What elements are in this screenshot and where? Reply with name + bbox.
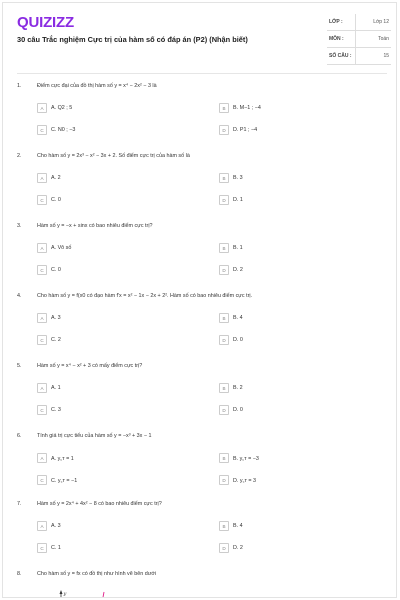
option-letter: B bbox=[219, 243, 229, 253]
y-axis-label: y bbox=[63, 591, 67, 597]
option-letter: A bbox=[37, 521, 47, 531]
option-text: B. 3 bbox=[233, 175, 243, 181]
option-text: A. Q2 ; 5 bbox=[51, 105, 73, 111]
option-text: B. y꜀ᴛ = −3 bbox=[233, 456, 259, 462]
option-text: C. 2 bbox=[51, 337, 61, 343]
question-2 bbox=[17, 153, 387, 203]
option-d[interactable] bbox=[219, 475, 256, 485]
question-5 bbox=[17, 363, 387, 413]
option-text: D. P1 ; −4 bbox=[233, 127, 258, 133]
worksheet-title: 30 câu Trắc nghiệm Cực trị của hàm số có đáp án (P2) (Nhận biết) bbox=[17, 35, 248, 44]
question-number: 7. bbox=[17, 501, 22, 507]
option-text: B. 4 bbox=[233, 523, 243, 529]
info-row-class bbox=[327, 14, 391, 31]
option-letter: B bbox=[219, 383, 229, 393]
info-key: MÔN : bbox=[329, 36, 344, 42]
option-b[interactable] bbox=[219, 103, 261, 113]
option-letter: A bbox=[37, 313, 47, 323]
option-text: D. 2 bbox=[233, 545, 243, 551]
question-3 bbox=[17, 223, 387, 273]
option-d[interactable] bbox=[219, 195, 243, 205]
option-text: C. N0 ; −3 bbox=[51, 127, 76, 133]
option-text: B. 1 bbox=[233, 245, 243, 251]
option-text: C. 1 bbox=[51, 545, 61, 551]
question-number: 2. bbox=[17, 153, 22, 159]
question-text: Tính giá trị cực tiểu của hàm số y = −x³ + 3x − 1 bbox=[37, 433, 152, 439]
question-text: Cho hàm số y = 2x³ − x² − 3x + 2. Số điểm cực trị của hàm số là bbox=[37, 153, 190, 159]
option-letter: D bbox=[219, 335, 229, 345]
question-7 bbox=[17, 501, 387, 551]
option-letter: B bbox=[219, 453, 229, 463]
info-row-count bbox=[327, 48, 391, 65]
option-a[interactable] bbox=[37, 173, 61, 183]
option-b[interactable] bbox=[219, 383, 243, 393]
question-number: 8. bbox=[17, 571, 22, 577]
question-text: Hàm số y = x⁴ − x² + 3 có mấy điểm cực trị? bbox=[37, 363, 143, 369]
option-text: D. 0 bbox=[233, 337, 243, 343]
option-d[interactable] bbox=[219, 125, 257, 135]
option-c[interactable] bbox=[37, 405, 61, 415]
info-value: Lớp 12 bbox=[373, 19, 389, 25]
question-text: Cho hàm số y = fx có đồ thị như hình vẽ bên dưới bbox=[37, 571, 157, 577]
question-4 bbox=[17, 293, 387, 343]
question-number: 3. bbox=[17, 223, 22, 229]
option-text: D. 0 bbox=[233, 407, 243, 413]
option-text: D. 2 bbox=[233, 267, 243, 273]
option-letter: B bbox=[219, 103, 229, 113]
option-text: D. 1 bbox=[233, 197, 243, 203]
option-text: C. y꜀ᴛ = −1 bbox=[51, 478, 78, 484]
option-letter: C bbox=[37, 335, 47, 345]
option-letter: D bbox=[219, 475, 229, 485]
question-text: Cho hàm số y = f(x0 có đạo hàm f′x = x² − 1x − 2x + 2². Hàm số có bao nhiêu điểm cực trị. bbox=[37, 293, 253, 299]
question-number: 4. bbox=[17, 293, 22, 299]
option-letter: C bbox=[37, 265, 47, 275]
option-d[interactable] bbox=[219, 405, 243, 415]
option-text: A. 3 bbox=[51, 523, 61, 529]
info-value: 15 bbox=[383, 53, 389, 59]
question-text: Điểm cực đại của đồ thị hàm số y = x⁴ − 2x² − 3 là bbox=[37, 83, 157, 89]
option-text: B. 2 bbox=[233, 385, 243, 391]
info-table bbox=[327, 14, 391, 65]
option-a[interactable] bbox=[37, 521, 61, 531]
question-number: 6. bbox=[17, 433, 22, 439]
option-letter: C bbox=[37, 475, 47, 485]
info-row-subject bbox=[327, 31, 391, 48]
option-text: C. 0 bbox=[51, 197, 61, 203]
option-letter: C bbox=[37, 405, 47, 415]
option-b[interactable] bbox=[219, 453, 259, 463]
option-text: B. M−1 ; −4 bbox=[233, 105, 261, 111]
option-letter: A bbox=[37, 173, 47, 183]
info-key: SỐ CÂU : bbox=[329, 53, 352, 59]
graph-curve bbox=[101, 592, 104, 598]
worksheet-page bbox=[2, 2, 397, 598]
option-letter: C bbox=[37, 543, 47, 553]
option-c[interactable] bbox=[37, 125, 75, 135]
option-text: A. y꜀ᴛ = 1 bbox=[51, 456, 74, 462]
option-letter: C bbox=[37, 195, 47, 205]
info-key: LỚP : bbox=[329, 19, 343, 25]
option-letter: A bbox=[37, 243, 47, 253]
option-c[interactable] bbox=[37, 335, 61, 345]
option-a[interactable] bbox=[37, 103, 72, 113]
question-8 bbox=[17, 571, 387, 583]
option-a[interactable] bbox=[37, 453, 74, 463]
option-text: A. Vô số bbox=[51, 245, 72, 251]
question-text: Hàm số y = 2x⁴ + 4x² − 8 có bao nhiêu điểm cực trị? bbox=[37, 501, 162, 507]
option-b[interactable] bbox=[219, 243, 243, 253]
question-6 bbox=[17, 433, 387, 484]
option-letter: B bbox=[219, 521, 229, 531]
option-d[interactable] bbox=[219, 265, 243, 275]
option-letter: D bbox=[219, 405, 229, 415]
function-graph-figure bbox=[55, 588, 115, 598]
option-text: C. 3 bbox=[51, 407, 61, 413]
option-text: C. 0 bbox=[51, 267, 61, 273]
option-letter: D bbox=[219, 543, 229, 553]
option-letter: A bbox=[37, 383, 47, 393]
quizizz-logo: QUIZIZZ bbox=[17, 14, 74, 31]
option-letter: B bbox=[219, 313, 229, 323]
option-b[interactable] bbox=[219, 313, 243, 323]
option-a[interactable] bbox=[37, 383, 61, 393]
question-1 bbox=[17, 83, 387, 133]
option-text: B. 4 bbox=[233, 315, 243, 321]
option-text: D. y꜀ᴛ = 3 bbox=[233, 478, 257, 484]
option-text: A. 3 bbox=[51, 315, 61, 321]
option-letter: D bbox=[219, 265, 229, 275]
header-divider bbox=[17, 73, 387, 74]
option-d[interactable] bbox=[219, 335, 243, 345]
option-letter: A bbox=[37, 103, 47, 113]
option-c[interactable] bbox=[37, 265, 61, 275]
option-letter: C bbox=[37, 125, 47, 135]
info-value: Toán bbox=[378, 36, 389, 42]
question-text: Hàm số y = −x + sinx có bao nhiêu điểm cực trị? bbox=[37, 223, 153, 229]
option-c[interactable] bbox=[37, 195, 61, 205]
option-c[interactable] bbox=[37, 543, 61, 553]
option-letter: B bbox=[219, 173, 229, 183]
y-axis-arrow-icon bbox=[60, 590, 63, 594]
option-b[interactable] bbox=[219, 521, 243, 531]
question-number: 5. bbox=[17, 363, 22, 369]
option-letter: A bbox=[37, 453, 47, 463]
question-number: 1. bbox=[17, 83, 22, 89]
option-text: A. 2 bbox=[51, 175, 61, 181]
option-b[interactable] bbox=[219, 173, 243, 183]
option-text: A. 1 bbox=[51, 385, 61, 391]
option-c[interactable] bbox=[37, 475, 77, 485]
option-letter: D bbox=[219, 125, 229, 135]
option-a[interactable] bbox=[37, 243, 71, 253]
option-d[interactable] bbox=[219, 543, 243, 553]
option-letter: D bbox=[219, 195, 229, 205]
option-a[interactable] bbox=[37, 313, 61, 323]
